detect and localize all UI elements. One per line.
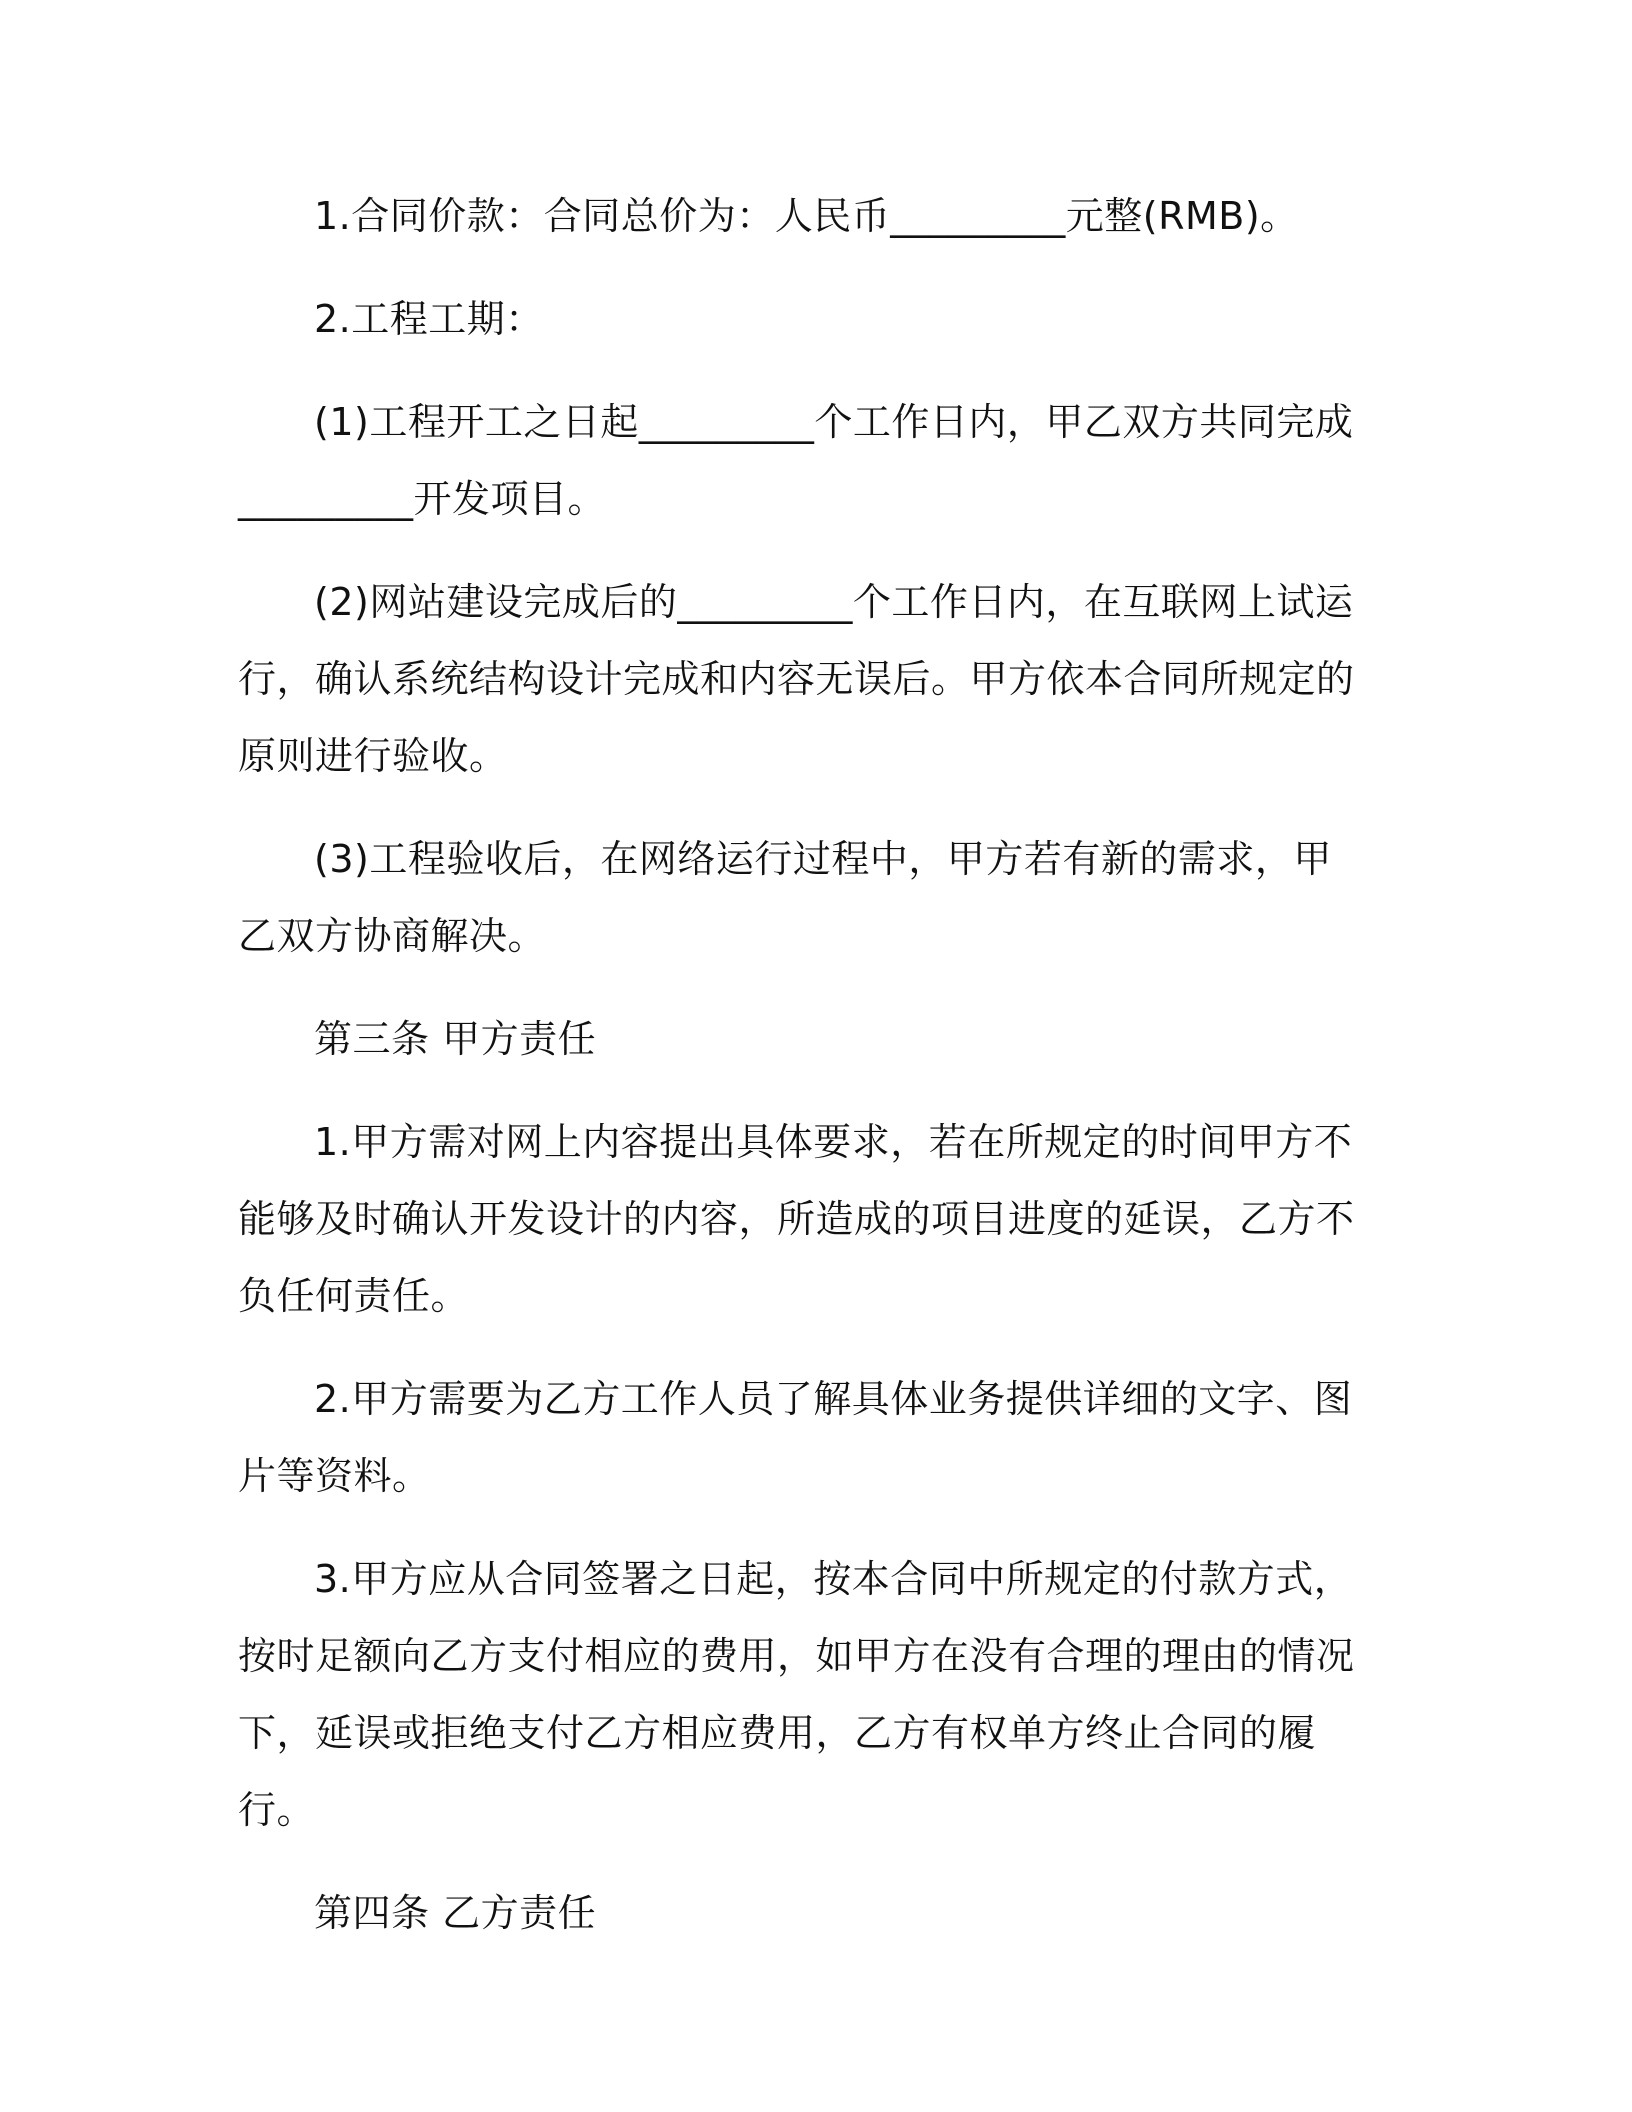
project-schedule-heading: 2.工程工期：	[314, 297, 544, 341]
schedule-item-1: (1)工程开工之日起_________个工作日内，甲乙双方共同完成_________开发项目。	[238, 400, 1354, 521]
party-a-duty-3: 3.甲方应从合同签署之日起，按本合同中所规定的付款方式，按时足额向乙方支付相应的费用，如甲方在没有合理的理由的情况下，延误或拒绝支付乙方相应费用，乙方有权单方终止合同的履行。	[238, 1557, 1355, 1832]
party-a-duty-1: 1.甲方需对网上内容提出具体要求，若在所规定的时间甲方不能够及时确认开发设计的内容，所造成的项目进度的延误，乙方不负任何责任。	[238, 1120, 1355, 1318]
party-a-duty-2: 2.甲方需要为乙方工作人员了解具体业务提供详细的文字、图片等资料。	[238, 1377, 1353, 1498]
document-body	[238, 178, 1358, 1978]
schedule-item-2: (2)网站建设完成后的_________个工作日内，在互联网上试运行，确认系统结构设计完成和内容无误后。甲方依本合同所规定的原则进行验收。	[238, 580, 1355, 778]
article-4-heading: 第四条 乙方责任	[314, 1891, 597, 1935]
article-3-heading: 第三条 甲方责任	[314, 1017, 597, 1061]
schedule-item-3: (3)工程验收后，在网络运行过程中，甲方若有新的需求，甲乙双方协商解决。	[238, 837, 1332, 958]
contract-price-clause: 1.合同价款：合同总价为：人民币_________元整(RMB)。	[314, 194, 1299, 238]
